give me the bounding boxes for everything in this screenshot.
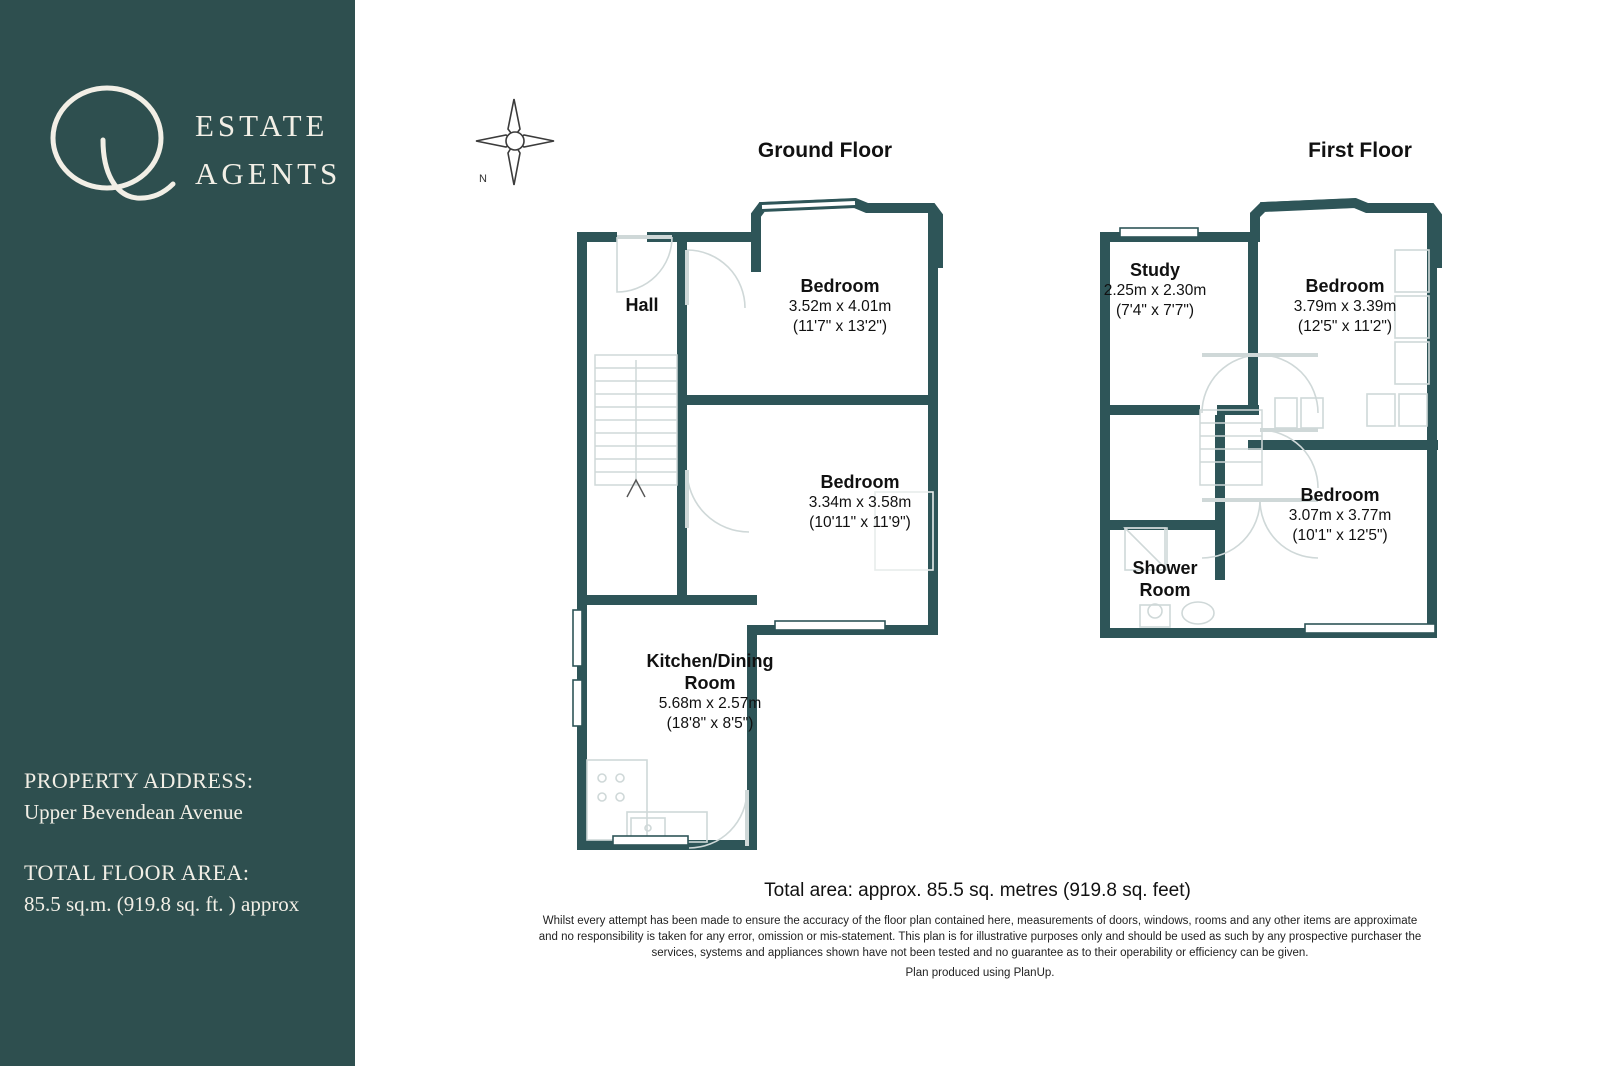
logo — [45, 80, 342, 220]
room-label-ground-bedroom-front: Bedroom 3.52m x 4.01m (11'7" x 13'2") — [788, 276, 892, 335]
room-label-hall: Hall — [625, 295, 659, 315]
property-address-label: PROPERTY ADDRESS: — [24, 768, 254, 793]
property-address-block — [24, 768, 344, 825]
brand-sidebar — [0, 0, 355, 1066]
logo-q-icon — [45, 80, 180, 210]
disclaimer-text: Whilst every attempt has been made to ensure the accuracy of the floor plan contained here, measurements of doors, windows, rooms and any other items are approximate and no responsibility is taken for any error, omission or mis-statement. This plan is for illustrative purposes only and should be used as such by any prospective purchaser the services, systems and appliances shown have not been tested and no guarantee as to their operability or efficiency can be given. — [538, 915, 1422, 959]
room-label-first-bedroom-rear: Bedroom 3.07m x 3.77m (10'1" x 12'5") — [1288, 485, 1392, 544]
room-label-ground-bedroom-rear: Bedroom 3.34m x 3.58m (10'11" x 11'9") — [808, 472, 912, 531]
logo-word-estate: ESTATE — [195, 108, 329, 143]
logo-word-agents: AGENTS — [195, 156, 342, 191]
room-label-first-bedroom-front: Bedroom 3.79m x 3.39m (12'5" x 11'2") — [1293, 276, 1397, 335]
total-floor-area-label: TOTAL FLOOR AREA: — [24, 860, 250, 885]
floor-title-ground: Ground Floor — [757, 139, 893, 162]
logo-wordmark — [195, 102, 341, 198]
floor-title-first: First Floor — [1308, 139, 1412, 162]
total-floor-area-block — [24, 860, 354, 917]
room-label-shower-room: Shower Room — [1132, 558, 1198, 600]
room-label-study: Study 2.25m x 2.30m (7'4" x 7'7") — [1103, 260, 1207, 319]
produced-by-text: Plan produced using PlanUp. — [905, 967, 1055, 979]
total-floor-area-value: 85.5 sq.m. (919.8 sq. ft. ) approx — [24, 892, 300, 916]
total-area-text: Total area: approx. 85.5 sq. metres (919.8 sq. feet) — [764, 880, 1191, 901]
floorplan-area — [355, 0, 1600, 1066]
property-address-value: Upper Bevendean Avenue — [24, 800, 243, 824]
compass-north-label: N — [479, 173, 487, 185]
room-label-kitchen-dining: Kitchen/Dining Room 5.68m x 2.57m (18'8" x 8'5") — [646, 651, 774, 732]
